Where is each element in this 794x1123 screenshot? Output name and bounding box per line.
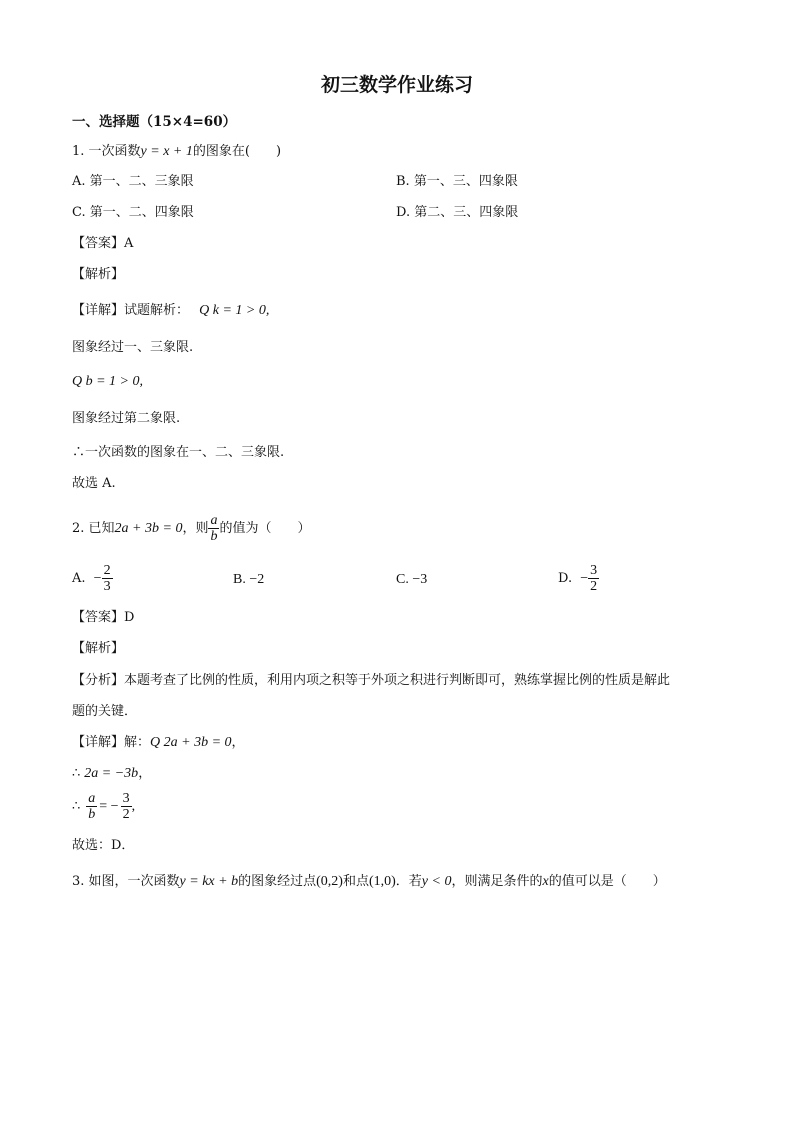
q1-detail-math: Q k = 1 > 0, <box>199 303 270 318</box>
q2-option-a-num: 2 <box>103 563 111 578</box>
question-1-stem <box>72 144 281 160</box>
q2-option-a-sign: − <box>93 571 102 586</box>
q3-variable: x <box>542 874 549 889</box>
q2-stem-fraction <box>208 513 219 544</box>
q2-fenxi-line2: 题的关键． <box>72 704 138 719</box>
q2-frac-num: a <box>210 513 218 528</box>
therefore-symbol: ∴ <box>72 766 81 781</box>
q2-option-a-fraction <box>102 563 113 594</box>
q2-answer: 【答案】D <box>72 610 135 625</box>
q2-step2-den: b <box>88 807 96 822</box>
q1-detail-label: 【详解】试题解析： <box>72 303 190 318</box>
q2-step1-math: 2a = −3b <box>84 766 139 781</box>
q2-option-d-label: D. <box>558 571 573 586</box>
q1-answer: 【答案】A <box>72 236 134 251</box>
q3-stem-mid3: ．若 <box>395 874 422 889</box>
question-3-stem <box>72 874 666 890</box>
q3-stem-post: 的值可以是（ ） <box>548 874 666 889</box>
q1-line6: 故选 A. <box>72 476 116 491</box>
q2-step1-tail: ， <box>138 766 152 781</box>
q2-analysis-label: 【解析】 <box>72 641 125 656</box>
section-heading: 一、选择题（15×4=60） <box>72 114 237 130</box>
q2-stem-pre: 2. 已知 <box>72 521 115 536</box>
q1-line4: 图象经过第二象限. <box>72 411 181 426</box>
q1-line2: 图象经过一、三象限. <box>72 340 194 355</box>
q2-option-b: B. −2 <box>233 572 265 587</box>
q1-option-b: B. 第一、三、四象限 <box>396 174 518 189</box>
q3-point1: (0,2) <box>316 874 343 889</box>
q2-step2-rnum: 3 <box>122 791 130 806</box>
q2-step2-rden: 2 <box>122 807 130 822</box>
q2-option-a-label: A. <box>72 571 86 586</box>
therefore-symbol: ∴ <box>72 799 81 814</box>
q2-option-d <box>558 562 599 596</box>
q2-step2-right-fraction <box>121 791 132 822</box>
q2-step2-eq: = − <box>99 799 119 814</box>
q1-line3-math: Q b = 1 > 0, <box>72 374 144 389</box>
q1-line5: ∴一次函数的图象在一、二、三象限. <box>72 445 285 460</box>
q2-step2-num: a <box>88 791 96 806</box>
q2-step1 <box>72 766 151 782</box>
q2-option-d-sign: − <box>580 571 589 586</box>
q2-detail-label: 【详解】解： <box>72 735 151 750</box>
q3-point2: (1,0) <box>368 874 396 889</box>
q1-option-c: C. 第一、二、四象限 <box>72 205 194 220</box>
q2-option-a <box>72 562 113 596</box>
question-2-stem <box>72 512 310 546</box>
page-title: 初三数学作业练习 <box>320 74 473 96</box>
q2-step2-left-fraction <box>86 791 97 822</box>
q2-stem-post: 的值为（ ） <box>219 521 311 536</box>
q1-analysis-label: 【解析】 <box>72 267 125 282</box>
q2-fenxi-line1: 【分析】本题考查了比例的性质，利用内项之积等于外项之积进行判断即可，熟练掌握比例的性质是解此 <box>72 673 671 688</box>
q2-stem-mid: ，则 <box>182 521 209 536</box>
q2-choose: 故选：D． <box>72 838 135 853</box>
q2-option-d-fraction <box>588 563 599 594</box>
q1-option-a: A. 第一、二、三象限 <box>72 174 194 189</box>
q1-detail <box>72 303 269 319</box>
q2-step2-tail: , <box>131 799 136 814</box>
q1-option-d: D. 第二、三、四象限 <box>396 205 519 220</box>
q3-stem-math: y = kx + b <box>179 874 239 889</box>
q2-option-d-num: 3 <box>590 563 598 578</box>
q2-option-d-den: 2 <box>590 579 598 594</box>
q3-stem-mid2: 和点 <box>342 874 369 889</box>
q2-option-a-den: 3 <box>103 579 111 594</box>
q2-step2 <box>72 790 135 824</box>
q2-detail-math: Q 2a + 3b = 0 <box>150 735 232 750</box>
q3-condition: y < 0 <box>421 874 452 889</box>
q3-stem-mid1: 的图象经过点 <box>238 874 317 889</box>
q3-stem-mid4: ，则满足条件的 <box>451 874 543 889</box>
q1-stem-math: y = x + 1 <box>140 144 193 159</box>
q3-stem-pre: 3. 如图，一次函数 <box>72 874 180 889</box>
q2-frac-den: b <box>210 529 218 544</box>
q1-stem-post: 的图象在( ) <box>192 144 282 159</box>
q2-option-c: C. −3 <box>396 572 428 587</box>
q2-stem-math: 2a + 3b = 0 <box>114 521 183 536</box>
q1-stem-pre: 1. 一次函数 <box>72 144 141 159</box>
q2-detail-tail: ， <box>231 735 245 750</box>
q2-detail <box>72 735 245 751</box>
